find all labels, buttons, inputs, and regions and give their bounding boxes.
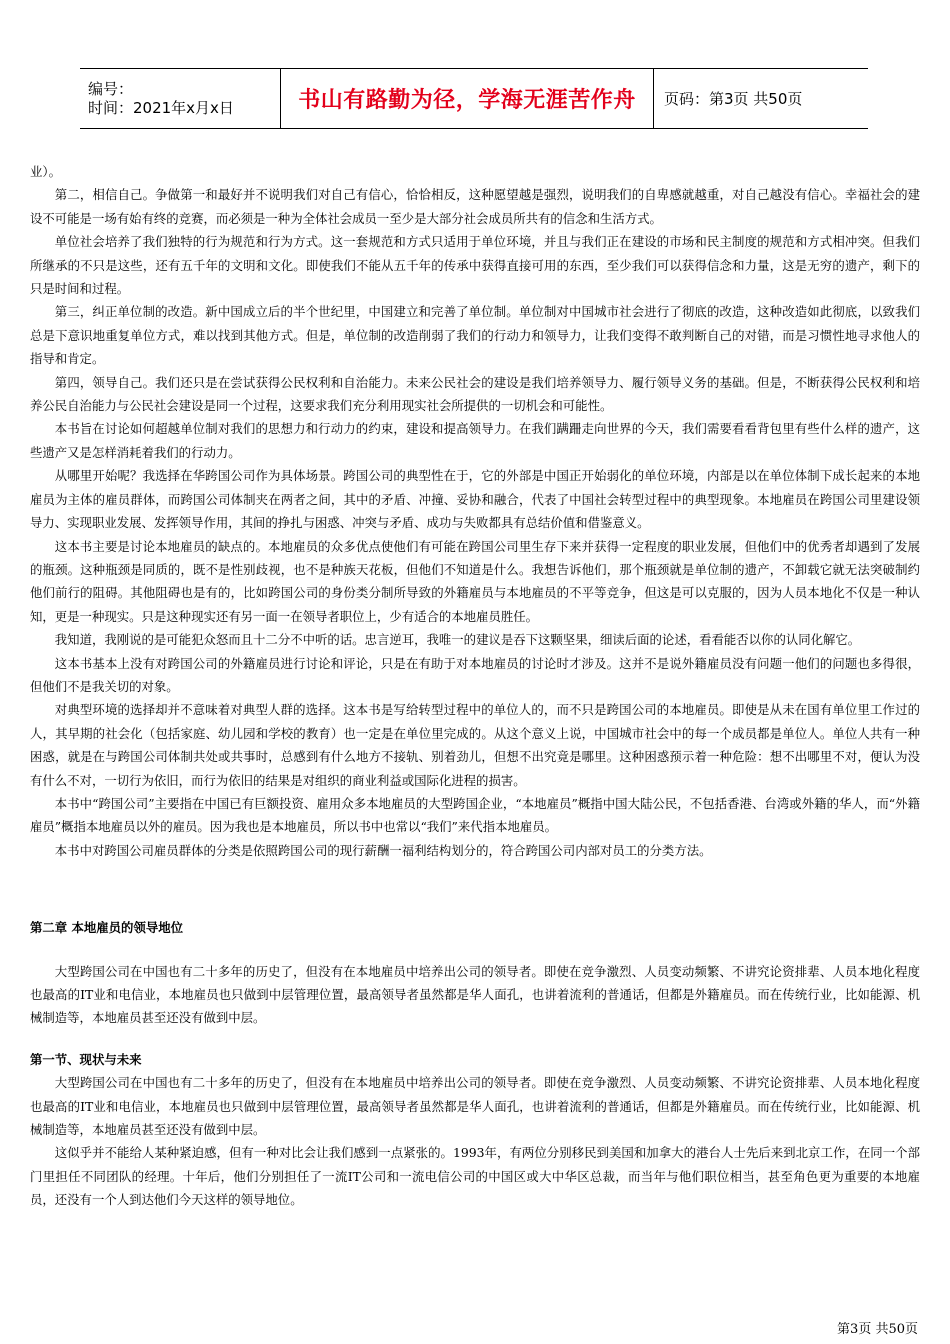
header-motto-cell — [280, 69, 654, 128]
paragraph: 这似乎并不能给人某种紧迫感，但有一种对比会让我们感到一点紧张的。1993年，有两位分别移民到美国和加拿大的港台人士先后来到北京工作，在同一个部门里担任不同团队的经理。十年后，他们分别担任了一流IT公司和一流电信公司的中国区或大中华区总裁，而当年与他们职位相当，甚至角色更为重要的本地雇员，还没有一个人到达他们今天这样的领导地位。 — [30, 1145, 920, 1208]
header-meta — [80, 69, 280, 128]
paragraph: 本书旨在讨论如何超越单位制对我们的思想力和行动力的约束，建设和提高领导力。在我们蹒跚走向世界的今天，我们需要看看背包里有些什么样的遗产，这些遗产又是怎样消耗着我们的行动力。 — [30, 421, 920, 460]
document-body — [30, 160, 920, 1212]
paragraph: 大型跨国公司在中国也有二十多年的历史了，但没有在本地雇员中培养出公司的领导者。即使在竞争激烈、人员变动频繁、不讲究论资排辈、人员本地化程度也最高的IT业和电信业，本地雇员也只做到中层管理位置，最高领导者虽然都是华人面孔，也讲着流利的普通话，但都是外籍雇员。而在传统行业，比如能源、机械制造等，本地雇员甚至还没有做到中层。 — [30, 1075, 920, 1138]
chapter-title: 第二章 本地雇员的领导地位 — [30, 920, 184, 936]
header-page-number: 页码：第3页 共50页 — [664, 90, 803, 108]
header-number: 编号： — [88, 79, 134, 98]
spacer — [30, 940, 920, 960]
header-motto: 书山有路勤为径，学海无涯苦作舟 — [298, 88, 636, 113]
paragraph: 单位社会培养了我们独特的行为规范和行为方式。这一套规范和方式只适用于单位环境，并且与我们正在建设的市场和民主制度的规范和方式相冲突。但我们所继承的不只是这些，还有五千年的文明和文化。即使我们不能从五千年的传承中获得直接可用的东西，至少我们可以获得信念和力量，这是无穷的遗产，剩下的只是时间和过程。 — [30, 234, 920, 297]
paragraph: 本书中“跨国公司”主要指在中国已有巨额投资、雇用众多本地雇员的大型跨国企业，“本地雇员”概指中国大陆公民，不包括香港、台湾或外籍的华人，而“外籍雇员”概指本地雇员以外的雇员。因为我也是本地雇员，所以书中也常以“我们”来代指本地雇员。 — [30, 795, 920, 835]
paragraph: 第二，相信自己。争做第一和最好并不说明我们对自己有信心，恰恰相反，这种愿望越是强烈，说明我们的自卑感就越重，对自己越没有信心。幸福社会的建设不可能是一场有始有终的竞赛，而必须是一种为全体社会成员一至少是大部分社会成员所共有的信念和生活方式。 — [30, 187, 920, 226]
paragraph: 第四，领导自己。我们还只是在尝试获得公民权利和自治能力。未来公民社会的建设是我们培养领导力、履行领导义务的基础。但是，不断获得公民权利和培养公民自治能力与公民社会建设是同一个过程，这要求我们充分利用现实社会所提供的一切机会和可能性。 — [30, 374, 920, 414]
paragraph: 我知道，我刚说的是可能犯众怒而且十二分不中听的话。忠言逆耳，我唯一的建议是吞下这颗坚果，细读后面的论述，看看能否以你的认同化解它。 — [54, 632, 861, 648]
paragraph: 大型跨国公司在中国也有二十多年的历史了，但没有在本地雇员中培养出公司的领导者。即使在竞争激烈、人员变动频繁、不讲究论资排辈、人员本地化程度也最高的IT业和电信业，本地雇员也只做到中层管理位置，最高领导者虽然都是华人面孔，也讲着流利的普通话，但都是外籍雇员。而在传统行业，比如能源、机械制造等，本地雇员甚至还没有做到中层。 — [30, 963, 920, 1026]
paragraph: 第三，纠正单位制的改造。新中国成立后的半个世纪里，中国建立和完善了单位制。单位制对中国城市社会进行了彻底的改造，这种改造如此彻底，以致我们总是下意识地重复单位方式，难以找到其他方式。但是，单位制的改造削弱了我们的行动力和领导力，让我们变得不敢判断自己的对错，而是习惯性地寻求他人的指导和肯定。 — [30, 304, 920, 367]
header-time: 时间：2021年x月x日 — [88, 98, 234, 117]
section-title: 第一节、现状与未来 — [30, 1051, 142, 1067]
page-footer: 第3页 共50页 — [837, 1322, 918, 1337]
paragraph: 这本书主要是讨论本地雇员的缺点的。本地雇员的众多优点使他们有可能在跨国公司里生存下来并获得一定程度的职业发展，但他们中的优秀者却遇到了发展的瓶颈。这种瓶颈是同质的，既不是性别歧视，也不是种族天花板，但他们不知道是什么。我想告诉他们，那个瓶颈就是单位制的遗产，不卸载它就无法突破制约他们前行的阻碍。其他阻碍也是有的，比如跨国公司的身份类分制所导致的外籍雇员与本地雇员的不平等竞争，但这是可以克服的，因为人员本地化不仅是一种认知，更是一种现实。只是这种现实还有另一面一在领导者职位上，少有适合的本地雇员胜任。 — [30, 538, 920, 624]
paragraph: 业）。 — [30, 164, 61, 179]
paragraph: 这本书基本上没有对跨国公司的外籍雇员进行讨论和评论，只是在有助于对本地雇员的讨论时才涉及。这并不是说外籍雇员没有问题一他们的问题也多得很，但他们不是我关切的对象。 — [30, 655, 920, 694]
spacer — [30, 862, 920, 916]
paragraph: 从哪里开始呢？我选择在华跨国公司作为具体场景。跨国公司的典型性在于，它的外部是中国正开始弱化的单位环境，内部是以在单位体制下成长起来的本地雇员为主体的雇员群体，而跨国公司体制夹在两者之间，其中的矛盾、冲撞、妥协和融合，代表了中国社会转型过程中的典型现象。本地雇员在跨国公司里建设领导力、实现职业发展、发挥领导作用，其间的挣扎与困惑、冲突与矛盾、成功与失败都具有总结价值和借鉴意义。 — [30, 468, 920, 531]
page-header — [80, 68, 868, 129]
header-page-cell — [654, 69, 868, 128]
paragraph: 本书中对跨国公司雇员群体的分类是依照跨国公司的现行薪酬一福利结构划分的，符合跨国公司内部对员工的分类方法。 — [54, 842, 712, 858]
spacer — [30, 1030, 920, 1048]
paragraph: 对典型环境的选择却并不意味着对典型人群的选择。这本书是写给转型过程中的单位人的，而不只是跨国公司的本地雇员。即使是从未在国有单位里工作过的人，其早期的社会化（包括家庭、幼儿园和学校的教育）也一定是在单位里完成的。从这个意义上说，中国城市社会中的每一个成员都是单位人。单位人共有一种困惑，就是在与跨国公司体制共处或共事时，总感到有什么地方不接轨、别着劲儿，但想不出究竟是哪里。这种困惑预示着一种危险：想不出哪里不对，便认为没有什么不对，一切行为依旧，而行为依旧的结果是对组织的商业利益或国际化进程的损害。 — [30, 702, 920, 788]
